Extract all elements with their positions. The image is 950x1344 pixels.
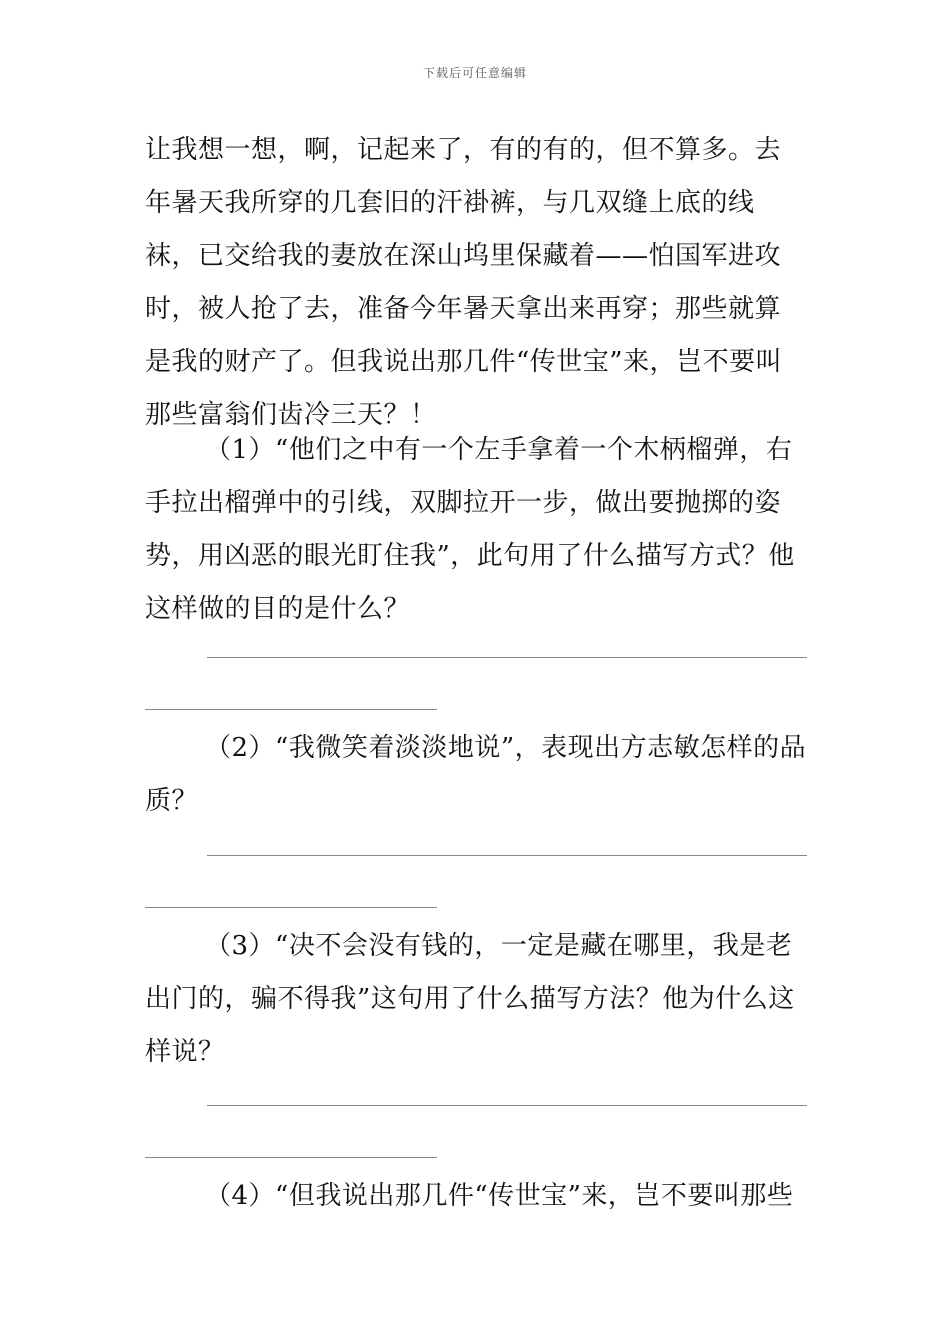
answer-line[interactable]: [145, 907, 437, 908]
answer-line[interactable]: [207, 855, 807, 856]
question-2: （2）“我微笑着淡淡地说”，表现出方志敏怎样的品质？: [145, 733, 807, 816]
passage-paragraph: 让我想一想，啊，记起来了，有的有的，但不算多。去年暑天我所穿的几套旧的汗褂裤，与几双缝上底的线袜，已交给我的妻放在深山坞里保藏着——怕国军进攻时，被人抢了去，准备今年暑天拿出来再穿；那些就算是我的财产了。但我说出那几件“传世宝”来，岂不要叫那些富翁们齿冷三天？！: [145, 135, 783, 430]
answer-line[interactable]: [145, 1157, 437, 1158]
question-4: （4）“但我说出那几件“传世宝”来，岂不要叫那些: [205, 1181, 794, 1211]
answer-line[interactable]: [145, 709, 437, 710]
page-header: 下载后可任意编辑: [422, 66, 527, 80]
question-1: （1）“他们之中有一个左手拿着一个木柄榴弹，右手拉出榴弹中的引线，双脚拉开一步，做出要抛掷的姿势，用凶恶的眼光盯住我”，此句用了什么描写方式？他这样做的目的是什么？: [145, 435, 795, 624]
answer-line[interactable]: [207, 657, 807, 658]
question-3: （3）“决不会没有钱的，一定是藏在哪里，我是老出门的，骗不得我”这句用了什么描写方法？他为什么这样说？: [145, 931, 795, 1067]
answer-line[interactable]: [207, 1105, 807, 1106]
